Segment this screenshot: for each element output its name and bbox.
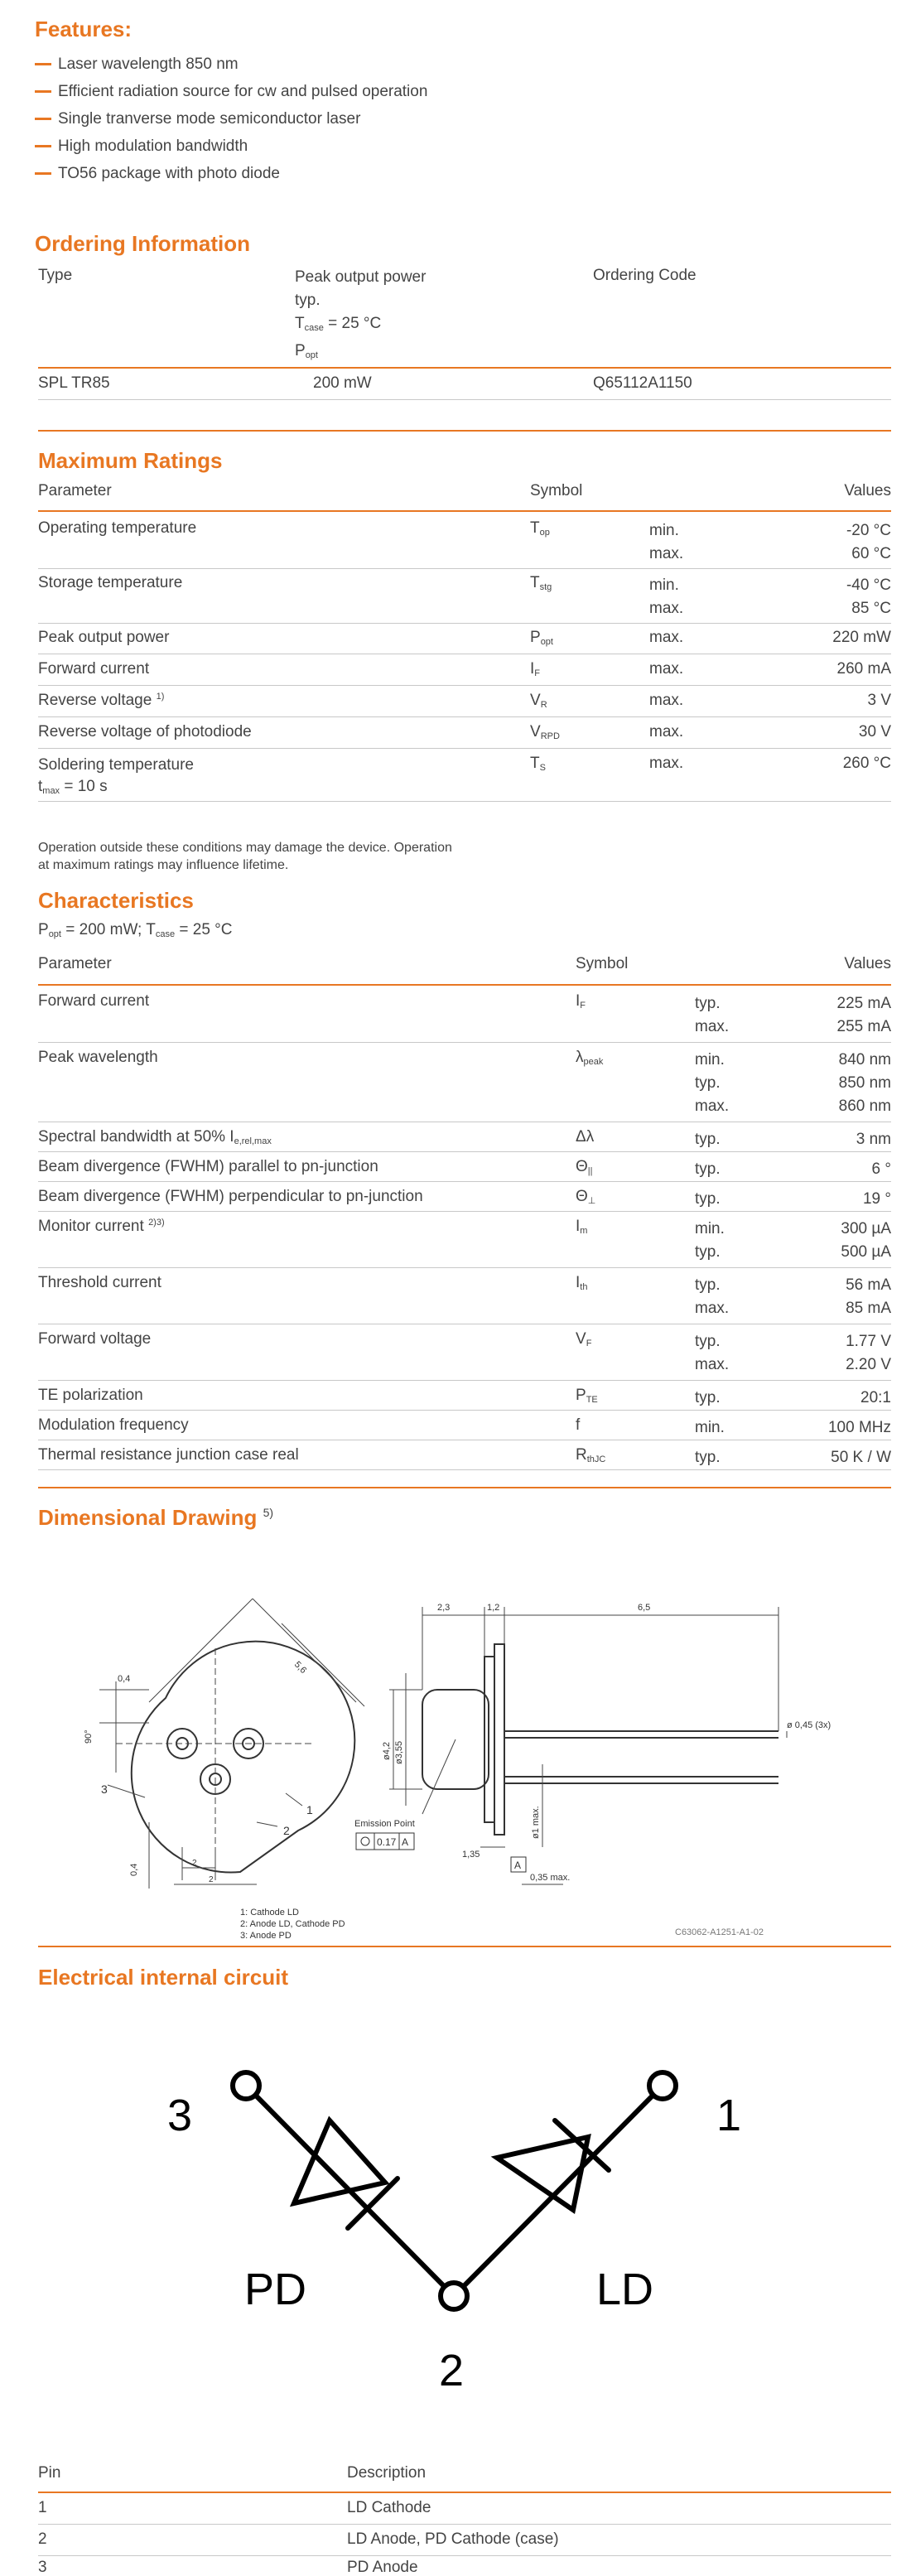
qualifier-cell: typ. — [695, 1389, 721, 1406]
symbol-cell: $T_{op}$ — [530, 519, 550, 538]
symbol-cell: $R_{thJC}$ — [576, 1446, 606, 1464]
symbol-cell: Δλ — [576, 1128, 595, 1146]
legend-item: 2: Anode LD, Cathode PD — [240, 1919, 345, 1929]
pin-3-label: 3 — [167, 2091, 193, 2140]
svg-text:ø1 max.: ø1 max. — [531, 1806, 541, 1839]
flange — [494, 1644, 504, 1835]
svg-text:2,3: 2,3 — [437, 1603, 451, 1613]
qualifier-cell: typ. max. — [695, 1333, 730, 1373]
value-cell: 840 nm 850 nm 860 nm — [838, 1051, 891, 1115]
pin-cell: 3 — [38, 2559, 47, 2576]
section-divider — [38, 1487, 891, 1488]
value-cell: -20 °C 60 °C — [846, 522, 891, 562]
svg-text:ø 0,45 (3x): ø 0,45 (3x) — [787, 1720, 831, 1730]
parameter-cell: Peak output power — [38, 629, 170, 646]
divider — [38, 510, 891, 512]
parameter-header: Parameter — [38, 955, 112, 972]
divider — [38, 716, 891, 717]
value-cell: 300 µA 500 µA — [841, 1220, 891, 1261]
symbol-header: Symbol — [576, 955, 629, 972]
divider — [38, 1469, 891, 1470]
svg-text:3: 3 — [101, 1782, 108, 1796]
qualifier-cell: typ. — [695, 1449, 721, 1466]
divider — [38, 1211, 891, 1212]
parameter-cell: Monitor current $^{2)3)}$ — [38, 1218, 165, 1235]
divider — [38, 568, 891, 569]
ordering-code-header: Ordering Code — [593, 267, 697, 284]
parameter-header: Parameter — [38, 482, 112, 499]
symbol-cell: $V_R$ — [530, 692, 547, 710]
qualifier-cell: max. — [649, 660, 684, 678]
divider — [38, 685, 891, 686]
feature-item: TO56 package with photo diode — [35, 165, 280, 183]
value-cell: 30 V — [858, 723, 891, 740]
legend-item: 3: Anode PD — [240, 1931, 292, 1938]
drawing-title: Dimensional Drawing $^{5)}$ — [38, 1505, 274, 1530]
dimensional-drawing — [66, 1574, 861, 1938]
svg-text:Emission Point: Emission Point — [354, 1819, 415, 1829]
divider — [38, 2492, 891, 2493]
parameter-cell: Storage temperature — [38, 574, 183, 591]
symbol-cell: $I_m$ — [576, 1218, 588, 1236]
symbol-cell: $\Theta_{||}$ — [576, 1158, 593, 1176]
ordering-code: Q65112A1150 — [593, 374, 692, 392]
svg-text:1,2: 1,2 — [487, 1603, 500, 1613]
svg-text:ø3,55: ø3,55 — [394, 1740, 404, 1764]
symbol-cell: $V_{RPD}$ — [530, 723, 560, 741]
divider — [38, 1380, 891, 1381]
feature-item: Efficient radiation source for cw and pulsed operation — [35, 83, 427, 101]
parameter-cell: Thermal resistance junction case real — [38, 1446, 299, 1464]
svg-text:A: A — [402, 1836, 409, 1848]
qualifier-cell: max. — [649, 629, 684, 646]
ordering-title: Ordering Information — [35, 231, 250, 256]
svg-text:0,35 max.: 0,35 max. — [530, 1873, 571, 1883]
pd-label: PD — [244, 2265, 307, 2314]
qualifier-cell: min. — [695, 1419, 725, 1436]
ordering-type: SPL TR85 — [38, 374, 110, 392]
parameter-cell: Spectral bandwidth at 50% $I_{e,rel,max}$ — [38, 1128, 272, 1146]
symbol-cell: $\Theta_\perp$ — [576, 1188, 596, 1206]
svg-text:2: 2 — [192, 1859, 197, 1868]
description-cell: PD Anode — [347, 2559, 418, 2576]
svg-text:1: 1 — [306, 1803, 313, 1816]
qualifier-cell: max. — [649, 755, 684, 772]
divider — [38, 2555, 891, 2556]
qualifier-cell: typ. max. — [695, 1276, 730, 1317]
pin-header: Pin — [38, 2464, 61, 2482]
value-cell: 3 V — [867, 692, 891, 709]
ordering-type-header: Type — [38, 267, 73, 284]
value-cell: 225 mA 255 mA — [836, 995, 891, 1035]
qualifier-cell: typ. — [695, 1160, 721, 1178]
svg-text:0.17: 0.17 — [377, 1836, 397, 1848]
svg-text:0,4: 0,4 — [118, 1674, 131, 1684]
qualifier-cell: typ. — [695, 1190, 721, 1208]
value-cell: 3 nm — [856, 1131, 891, 1148]
symbol-cell: $V_F$ — [576, 1330, 592, 1348]
svg-text:6,5: 6,5 — [638, 1603, 651, 1613]
ordering-power: 200 mW — [313, 374, 372, 392]
symbol-cell: $I_F$ — [530, 660, 541, 678]
features-title: Features: — [35, 17, 133, 41]
description-header: Description — [347, 2464, 427, 2482]
characteristics-title: Characteristics — [38, 888, 194, 913]
divider — [38, 1267, 891, 1268]
max-ratings-title: Maximum Ratings — [38, 448, 223, 473]
legend-item: 1: Cathode LD — [240, 1908, 299, 1918]
value-cell: 260 mA — [836, 660, 891, 678]
circuit-diagram — [149, 2046, 778, 2410]
parameter-cell: Modulation frequency — [38, 1416, 189, 1434]
section-divider — [38, 1946, 891, 1947]
ordering-power-header: Peak output power typ. $T_{case} = 25$ °C $P_{opt}$ — [295, 268, 427, 360]
drawing-code: C63062-A1251-A1-02 — [675, 1927, 764, 1937]
divider — [38, 399, 891, 400]
value-cell: 19 ° — [862, 1190, 891, 1208]
description-cell: LD Anode, PD Cathode (case) — [347, 2530, 559, 2548]
parameter-cell: Beam divergence (FWHM) parallel to pn-junction — [38, 1158, 378, 1175]
qualifier-cell: max. — [649, 723, 684, 740]
parameter-cell: Soldering temperature $t_{max} = 10$ s — [38, 756, 194, 796]
symbol-cell: $T_{stg}$ — [530, 574, 552, 592]
qualifier-cell: min. typ. — [695, 1220, 725, 1261]
characteristics-conditions: $P_{opt} = 200$ mW; $T_{case} = 25$ °C — [38, 921, 233, 939]
pin-cell: 2 — [38, 2530, 47, 2548]
feature-item: Single tranverse mode semiconductor laser — [35, 110, 360, 128]
symbol-cell: $I_{th}$ — [576, 1274, 588, 1292]
svg-text:2: 2 — [283, 1824, 290, 1837]
parameter-cell: Beam divergence (FWHM) perpendicular to pn-junction — [38, 1188, 423, 1205]
divider — [38, 367, 891, 369]
ratings-note: Operation outside these conditions may damage the device. Operation at maximum ratings may influence lifetime. — [38, 841, 452, 872]
value-cell: 56 mA 85 mA — [846, 1276, 891, 1317]
pin-cell: 1 — [38, 2499, 47, 2516]
symbol-cell: $P_{TE}$ — [576, 1387, 598, 1405]
values-header: Values — [844, 482, 891, 499]
qualifier-cell: typ. max. — [695, 995, 730, 1035]
parameter-cell: TE polarization — [38, 1387, 143, 1404]
parameter-cell: Reverse voltage $^{1)}$ — [38, 692, 165, 709]
divider — [38, 1151, 891, 1152]
value-cell: 100 MHz — [827, 1419, 891, 1436]
svg-text:90°: 90° — [84, 1729, 94, 1744]
symbol-cell: $T_S$ — [530, 755, 546, 773]
svg-text:ø4,2: ø4,2 — [382, 1741, 392, 1760]
pd-diode-triangle — [294, 2120, 385, 2203]
svg-text:5,6: 5,6 — [292, 1659, 309, 1676]
svg-text:0,4: 0,4 — [129, 1863, 139, 1876]
divider — [38, 801, 891, 802]
value-cell: 260 °C — [842, 755, 891, 772]
value-cell: 50 K / W — [831, 1449, 891, 1466]
parameter-cell: Forward current — [38, 992, 150, 1010]
pin-2-label: 2 — [439, 2346, 465, 2395]
feature-item: High modulation bandwidth — [35, 137, 248, 156]
value-cell: 20:1 — [860, 1389, 891, 1406]
qualifier-cell: typ. — [695, 1131, 721, 1148]
symbol-cell: $P_{opt}$ — [530, 629, 553, 647]
section-divider — [38, 430, 891, 432]
value-cell: 220 mW — [832, 629, 891, 646]
qualifier-cell: min. max. — [649, 576, 684, 617]
svg-text:A: A — [514, 1860, 522, 1871]
symbol-cell: $\lambda_{peak}$ — [576, 1049, 604, 1067]
circuit-title: Electrical internal circuit — [38, 1965, 289, 1990]
divider — [38, 1181, 891, 1182]
qualifier-cell: max. — [649, 692, 684, 709]
divider — [38, 1410, 891, 1411]
value-cell: 1.77 V 2.20 V — [846, 1333, 891, 1373]
qualifier-cell: min. typ. max. — [695, 1051, 730, 1115]
qualifier-cell: min. max. — [649, 522, 684, 562]
divider — [38, 984, 891, 986]
symbol-cell: $I_F$ — [576, 992, 586, 1011]
parameter-cell: Peak wavelength — [38, 1049, 158, 1066]
symbol-cell: f — [576, 1416, 581, 1434]
feature-item: Laser wavelength 850 nm — [35, 55, 239, 74]
svg-text:1,35: 1,35 — [462, 1850, 480, 1860]
divider — [38, 623, 891, 624]
divider — [38, 1042, 891, 1043]
parameter-cell: Threshold current — [38, 1274, 161, 1291]
parameter-cell: Reverse voltage of photodiode — [38, 723, 252, 740]
value-cell: -40 °C 85 °C — [846, 576, 891, 617]
parameter-cell: Forward voltage — [38, 1330, 152, 1348]
values-header: Values — [844, 955, 891, 972]
divider — [38, 2524, 891, 2525]
description-cell: LD Cathode — [347, 2499, 431, 2516]
symbol-header: Symbol — [530, 482, 583, 499]
svg-text:2: 2 — [209, 1875, 214, 1884]
parameter-cell: Operating temperature — [38, 519, 197, 537]
pin-1-label: 1 — [716, 2091, 742, 2140]
divider — [38, 748, 891, 749]
value-cell: 6 ° — [871, 1160, 891, 1178]
parameter-cell: Forward current — [38, 660, 150, 678]
ld-label: LD — [596, 2265, 654, 2314]
